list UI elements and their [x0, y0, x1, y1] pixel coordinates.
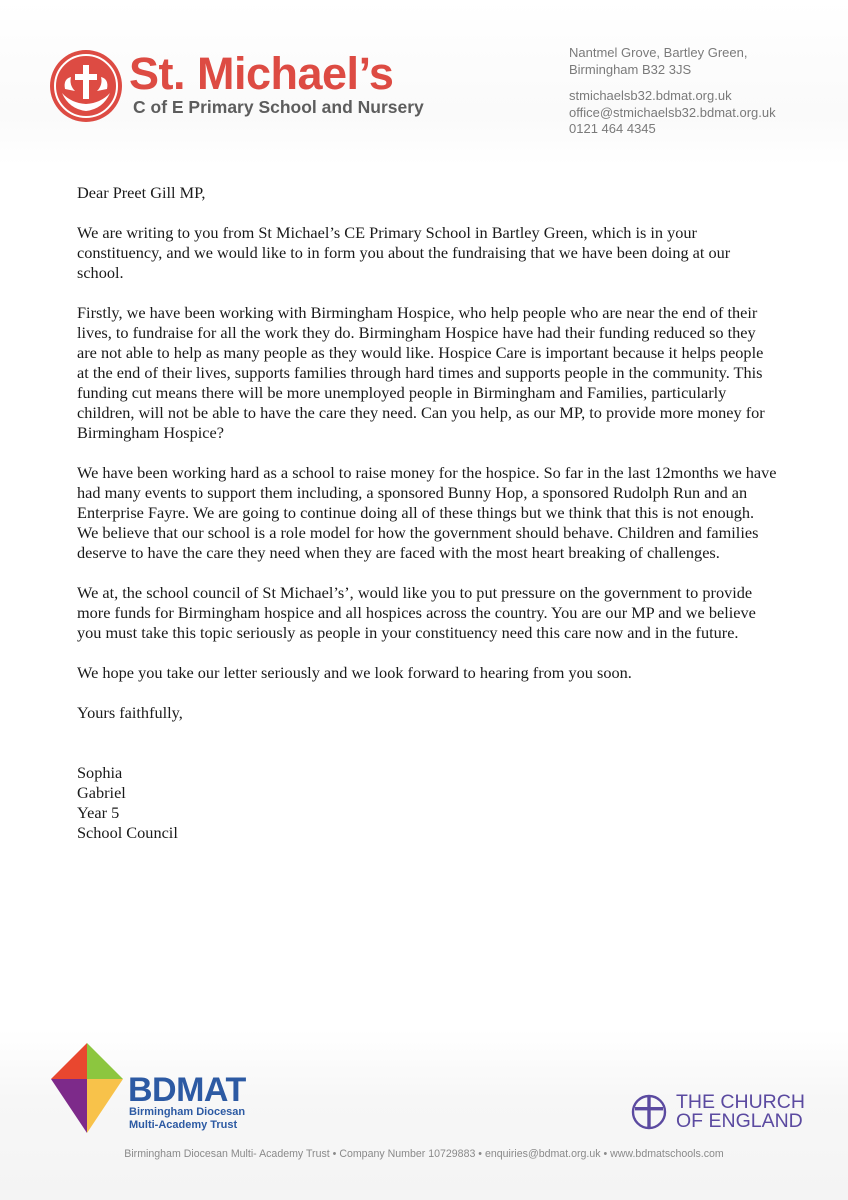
bdmat-subtitle-line: Birmingham Diocesan [129, 1106, 246, 1118]
email-text: office@stmichaelsb32.bdmat.org.uk [569, 104, 776, 120]
paragraph: We hope you take our letter seriously and we look forward to hearing from you soon. [77, 663, 632, 682]
signature-line: Sophia [77, 763, 123, 782]
bdmat-kite-logo [51, 1043, 123, 1133]
salutation: Dear Preet Gill MP, [77, 183, 206, 202]
school-contact-details [569, 45, 776, 138]
paragraph: We at, the school council of St Michael’s’, would like you to put pressure on the government to provide more funds for Birmingham hospice and all hospices across the country. You are our MP and we believe you must take this topic seriously as people in your constituency need this care now and in the future. [77, 583, 756, 642]
website-text: stmichaelsb32.bdmat.org.uk [569, 88, 732, 103]
paragraph: Firstly, we have been working with Birmingham Hospice, who help people who are near the end of their lives, to fundraise for all the work they do. Birmingham Hospice have had their funding reduced so they are not able to help as many people as they would like. Hospice Care is important because it helps people at the end of their lives, supports families through hard times and supports people in the community. This funding cut means there will be more unemployed people in Birmingham and Families, particularly children, will not be able to have the care they need. Can you help, as our MP, to provide more money for Birmingham Hospice? [77, 303, 765, 442]
coe-name-line: THE CHURCH [676, 1091, 805, 1113]
bdmat-name: BDMAT [128, 1071, 246, 1109]
signature-line: Year 5 [77, 803, 120, 822]
address-line: Birmingham B32 3JS [569, 61, 692, 77]
coe-name-line: OF ENGLAND [676, 1110, 803, 1132]
bdmat-subtitle [129, 1106, 245, 1132]
phone-text: 0121 464 4345 [569, 121, 656, 136]
school-name: St. Michael’s [129, 48, 394, 99]
paragraph: We are writing to you from St Michael’s CE Primary School in Bartley Green, which is in your constituency, and we would like to in form you about the fundraising that we have been doing at our school. [77, 223, 731, 282]
signature-line: Gabriel [77, 783, 126, 802]
address-line: Nantmel Grove, Bartley Green, [569, 45, 748, 60]
school-subtitle: C of E Primary School and Nursery [133, 97, 424, 117]
bdmat-subtitle-line: Multi-Academy Trust [129, 1119, 238, 1131]
signoff: Yours faithfully, [77, 703, 183, 722]
church-of-england-name [676, 1093, 805, 1131]
letter-body [77, 183, 777, 843]
signature-block [77, 763, 777, 843]
signature-line: School Council [77, 823, 178, 842]
church-of-england-cross-icon [631, 1094, 667, 1130]
footer-company-info: Birmingham Diocesan Multi- Academy Trust • Company Number 10729883 • enquiries@bdmat.org.uk • www.bdmatschools.com [124, 1148, 724, 1160]
school-crest-logo [49, 49, 123, 123]
paragraph: We have been working hard as a school to raise money for the hospice. So far in the last 12months we have had many events to support them including, a sponsored Bunny Hop, a sponsored Rudolph Run and an Enterprise Fayre. We are going to continue doing all of these things but we think that this is not enough. We believe that our school is a role model for how the government should behave. Children and families deserve to have the care they need when they are faced with the most heart breaking of challenges. [77, 463, 777, 562]
